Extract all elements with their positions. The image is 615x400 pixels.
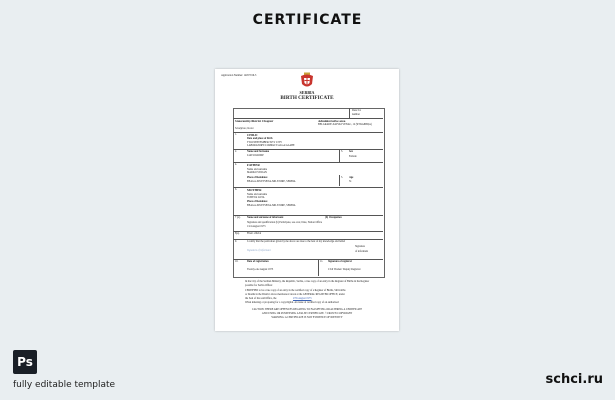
declaration-text: I certify that the particulars given by me above are true to the best of my knowledge and belief	[247, 240, 346, 243]
footer-date: 27th August 1973	[293, 297, 312, 300]
occupation-label: (b) Occupation	[325, 216, 342, 219]
footer-line-2: possible for Serbia Officer	[245, 284, 273, 287]
final-official-label: Final/ official	[247, 232, 262, 235]
child-birth-line-2: LABORATORY/COMPACT/ALGA/ALABE	[247, 144, 295, 147]
mother-name-label: Name and surname	[247, 193, 268, 196]
section-1-number: 1.	[235, 133, 237, 136]
date-id-label: Date/ Id.	[352, 109, 362, 112]
caution-line-1: CAUTION: THERE ARE OFFENCES RELATING TO FALSIFYING OR ALTERING A CERTIFICATE	[251, 308, 363, 311]
informant-label: Name and surname of informant	[247, 216, 284, 219]
section-6-number: 6.	[235, 188, 237, 191]
entry-label: Administrative area	[318, 119, 346, 123]
mother-title: MOTHER	[247, 188, 262, 192]
certificate-title: BIRTH CERTIFICATE	[280, 95, 334, 101]
sex-label: Sex	[349, 150, 353, 153]
section-4-number: 4.	[235, 163, 237, 166]
footer-line-4: or Deaths in the District above mentioned. Given at the GENERAL REGISTER OFFICE, under	[245, 293, 345, 296]
father-residence-value: BEAGA-SPLETSENA-MILSTORE, SERBIA	[247, 180, 296, 183]
child-birth-line-1: TWO/SEPTEMBER/1973/ CITY	[247, 141, 282, 144]
section-5-number: 5.	[341, 176, 343, 179]
photoshop-icon: Ps	[13, 350, 37, 374]
certificate-sheet	[215, 69, 399, 331]
signature-label-2: of informant	[355, 250, 369, 253]
registrar-value: Civil Worker/ Deputy Registrar	[328, 268, 361, 271]
section-10-number: 10.	[235, 260, 239, 263]
date-id-value: number	[352, 113, 360, 116]
country-name: SERBIA	[299, 90, 315, 95]
child-name-value: LIAVO KRIZIP	[247, 154, 264, 157]
father-title: FATHER	[247, 163, 260, 167]
serbian-coat-of-arms-icon	[299, 72, 315, 90]
section-8-number: 8(a).	[235, 232, 240, 235]
district-value: Saveljevac, Kotor	[235, 127, 254, 130]
child-title: CHILD	[247, 133, 258, 137]
signature-label: Signature	[355, 245, 365, 248]
section-11-number: 11.	[320, 260, 324, 263]
entry-value: BELGRADE-SAVSKI VENAC, 12 (ЧУКАРИЦА)	[318, 123, 372, 126]
state-label: State/entity/district Chapter	[235, 119, 274, 123]
footer-line-3: CERTIFIED to be a true copy of an entry in the certified copy of a Register of Births, Still-births	[245, 289, 346, 292]
site-watermark: schci.ru	[545, 372, 603, 387]
caution-line-2: AND USING OR POSSESSING A FALSE CERTIFICATE. ©CROWN COPYRIGHT	[261, 312, 353, 315]
father-name-label: Name and surname	[247, 168, 268, 171]
section-3-number: 3.	[341, 150, 343, 153]
father-residence-label: Place of Residence	[247, 176, 268, 179]
mother-residence-label: Place of Residence	[247, 200, 268, 203]
page-heading: CERTIFICATE	[252, 12, 363, 28]
father-name-value: MARKO STOJAN	[247, 171, 267, 174]
sex-value: Female	[349, 155, 357, 158]
mother-residence-value: BEAGA-SPLETSENA-MILSTORE, SERBIA	[247, 204, 296, 207]
informant-date: 1/24 August 1973	[247, 225, 266, 228]
registration-date-value: Twenty-one August 1973	[247, 268, 274, 271]
section-2-number: 2.	[235, 150, 237, 153]
template-caption: fully editable template	[13, 380, 116, 390]
child-name-label: Name and Surname	[247, 150, 270, 153]
father-age-value: 31	[349, 180, 352, 183]
informant-line: Signature and qualification (b) Participate, see over, Date, Nation Office	[247, 221, 323, 224]
footer-line-5: the Seal of the said Office, the	[245, 297, 277, 300]
section-9-number: 9.	[235, 240, 237, 243]
registration-date-label: Date of registration	[247, 260, 269, 263]
informant-signature: Signature of informant	[247, 249, 271, 252]
father-age-label: Age	[349, 176, 354, 179]
child-birth-label: Date and place of birth	[247, 137, 273, 140]
caution-line-3: WARNING: A CERTIFICATE IS NOT EVIDENCE OF IDENTITY	[271, 316, 343, 319]
footer-line-1: In the City of the Serbian Ministry, the Republic, Serbia, a true copy of an entry in the Register of Births in the Register	[245, 280, 370, 283]
mother-name-value: TONEVA LOTA	[247, 196, 265, 199]
application-number: Application Number: 14057019-3	[221, 74, 257, 77]
registrar-label: Signature of registrar	[328, 260, 352, 263]
footer-line-6: When indexing or proposing for a copy/digital. An issue of certified copy of an authorized	[245, 301, 339, 304]
section-7-number: 7 (a).	[235, 216, 241, 219]
